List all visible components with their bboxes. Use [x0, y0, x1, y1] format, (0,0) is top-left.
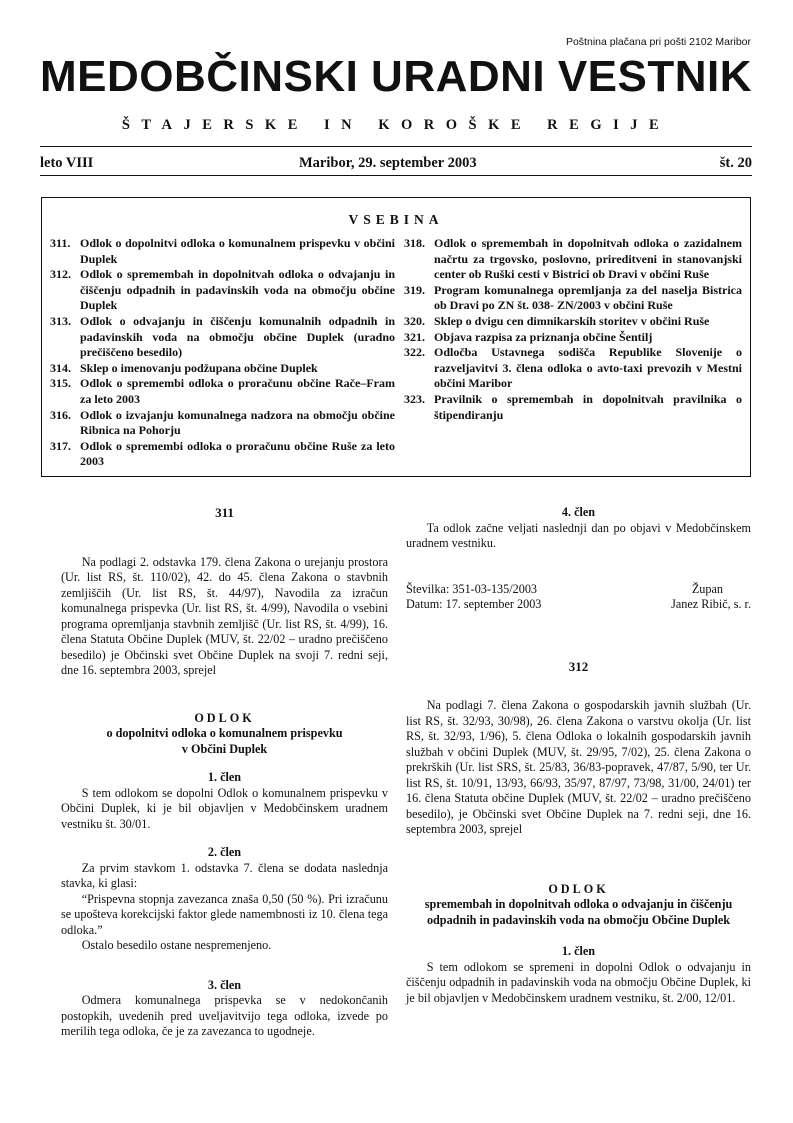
- document-number: Številka: 351-03-135/2003: [406, 581, 538, 596]
- table-of-contents: [41, 197, 751, 477]
- preamble: Na podlagi 7. člena Zakona o gospodarskih javnih službah (Ur. list RS, št. 32/93, 30/98), 26. člena Zakona o varstvu okolja (Ur. list RS, št. 32/93, 1/96), 5. člena Odloka o lokalnih gospodarskih javnih službah v občini Duplek (MUV, št. 29/95, 7/02), 25. člena Zakona o prekrških (Ur. list SRS, št. 25/83, 36/83-popravek, 47/87, 5/90, ter Ur. list RS, št. 10/91, 13/93, 66/93, 35/97, 87/97, 73/98, 31/00, 24/01) ter 16. člena Statuta občine Duplek (MUV, št. 22/02 – uradno prečiščeno besedilo), je Občinski svet Občine Duplek na 7. redni seji, dne 16. septembra 2003, sprejel: [406, 698, 751, 836]
- preamble: Na podlagi 2. odstavka 179. člena Zakona o urejanju prostora (Ur. list RS, št. 110/02), 42. do 45. člena Zakona o stavbnih zemljiščih (Ur. list RS, št. 44/97), Navodila za izračun komunalnega prispevka (Ur. list RS, št. 4/99), Navodila o vsebini programa opremljanja stavbnih zemljišč (Ur. list RS, št. 4/99), 16. člena Statuta Občine Duplek (MUV, št. 22/02 – uradno prečiščeno besedilo) je Občinski svet Občine Duplek na svoji 7. redni seji, dne 16. septembra 2003, sprejel: [61, 554, 388, 677]
- odlok-heading: ODLOK: [548, 881, 609, 896]
- toc-item-number: 316.: [50, 407, 71, 422]
- toc-item: [404, 236, 742, 283]
- toc-item: [50, 376, 395, 407]
- article-312-column: [406, 505, 751, 1006]
- issue-number: št. 20: [719, 155, 752, 171]
- postage-note: Poštnina plačana pri pošti 2102 Maribor: [565, 36, 751, 48]
- clen-3-title: 3. člen: [207, 977, 242, 992]
- toc-item: [50, 236, 395, 267]
- toc-item-text: Objava razpisa za priznanja občine Šentilj: [434, 329, 653, 344]
- mayor-title: Župan: [691, 581, 723, 596]
- odlok-heading: ODLOK: [194, 710, 255, 725]
- toc-item-text: Pravilnik o spremembah in dopolnitvah pravilnika o štipendiranju: [434, 391, 742, 422]
- signature-row-2: [406, 597, 751, 613]
- toc-item-text: Odlok o spremembah in dopolnitvah odloka o zazidalnem načrtu za trgovsko, poslovno, prireditveni in stanovanjski center ob Ruški cesti v Bistrici ob Dravi v občini Ruše: [434, 236, 742, 282]
- toc-item-text: Odlok o spremembi odloka o proračunu občine Ruše za leto 2003: [80, 438, 395, 469]
- article-number: 311: [215, 505, 234, 520]
- toc-item: [50, 408, 395, 439]
- odlok-subtitle-2: odpadnih in padavinskih voda na območju Občine Duplek: [426, 912, 731, 927]
- clen-2-text-2: “Prispevna stopnja zavezanca znaša 0,50 (50 %). Pri izračunu se upošteva korekcijski faktor glede namembnosti iz 10. člena tega odloka.”: [61, 891, 388, 937]
- clen-1-text: S tem odlokom se dopolni Odlok o komunalnem prispevku v Občini Duplek, ki je bil objavljen v Medobčinskem uradnem vestniku št. 30/01.: [61, 785, 388, 831]
- article-311-column: [61, 505, 388, 1040]
- toc-item-number: 320.: [404, 313, 425, 328]
- header-rule-top: [40, 146, 752, 147]
- masthead-subtitle: ŠTAJERSKE IN KOROŠKE REGIJE: [121, 117, 671, 133]
- odlok-subtitle-1: spremembah in dopolnitvah odloka o odvajanju in čiščenju: [424, 897, 733, 911]
- toc-column-right: [404, 236, 742, 423]
- clen-1-text: S tem odlokom se spremeni in dopolni Odlok o odvajanju in čiščenju odpadnih in padavinskih voda na območju Občine Duplek, ki je bil objavljen v Medobčinskem uradnem vestniku, št. 2/00, 12/01.: [406, 959, 751, 1005]
- header-rule-bottom: [40, 175, 752, 176]
- toc-item: [50, 314, 395, 361]
- toc-item-number: 314.: [50, 360, 71, 375]
- toc-item-text: Odločba Ustavnega sodišča Republike Slovenije o razveljavitvi 3. člena odloka o avto-taxi prevozih v Mestni občini Maribor: [434, 345, 742, 391]
- toc-title: VSEBINA: [348, 212, 444, 227]
- toc-item-text: Odlok o spremembah in dopolnitvah odloka o odvajanju in čiščenju odpadnih in padavinskih voda na območju občine Duplek: [80, 267, 395, 313]
- clen-3-text: Odmera komunalnega prispevka se v nedokončanih postopkih, uvedenih pred uveljavitvijo tega odloka, izvede po merilih tega odloka, če je za zavezanca to ugodneje.: [61, 993, 388, 1038]
- toc-item-text: Program komunalnega opremljanja za del naselja Bistrica ob Dravi po ZN št. 038- ZN/2003 v občini Ruše: [434, 282, 742, 313]
- mayor-name: Janez Ribič, s. r.: [671, 597, 751, 611]
- toc-item-text: Odlok o spremembi odloka o proračunu občine Rače–Fram za leto 2003: [80, 376, 395, 406]
- toc-item-text: Odlok o odvajanju in čiščenju komunalnih odpadnih in padavinskih voda na območju občine Duplek (uradno prečiščeno besedilo): [80, 313, 395, 360]
- odlok-subtitle-2: v Občini Duplek: [181, 741, 268, 756]
- clen-2-text-3: Ostalo besedilo ostane nespremenjeno.: [81, 938, 272, 952]
- toc-item: [50, 267, 395, 314]
- toc-item-number: 321.: [404, 329, 425, 344]
- document-date: Datum: 17. september 2003: [406, 597, 542, 611]
- toc-item-number: 311.: [50, 236, 71, 250]
- masthead-title: MEDOBČINSKI URADNI VESTNIK: [40, 52, 752, 101]
- toc-item: [404, 283, 742, 314]
- toc-item: [404, 330, 742, 346]
- issue-date: Maribor, 29. september 2003: [299, 155, 477, 171]
- toc-item-number: 317.: [50, 438, 71, 453]
- clen-4-text: Ta odlok začne veljati naslednji dan po objavi v Medobčinskem uradnem vestniku.: [406, 520, 751, 550]
- clen-2-title: 2. člen: [207, 845, 242, 859]
- toc-item: [50, 361, 395, 377]
- toc-item: [404, 345, 742, 392]
- toc-item-number: 313.: [50, 313, 71, 328]
- clen-1-title: 1. člen: [561, 944, 596, 958]
- toc-item-text: Sklep o imenovanju podžupana občine Duplek: [80, 360, 318, 375]
- odlok-subtitle-1: o dopolnitvi odloka o komunalnem prispevku: [106, 726, 343, 740]
- article-number: 312: [568, 658, 589, 674]
- volume-year: leto VIII: [40, 155, 94, 171]
- toc-item: [404, 314, 742, 330]
- toc-item-number: 319.: [404, 282, 425, 297]
- toc-item-number: 312.: [50, 267, 71, 282]
- toc-item-number: 318.: [404, 236, 425, 250]
- clen-4-title: 4. člen: [561, 505, 596, 519]
- signature-row-1: [406, 582, 751, 598]
- toc-item-number: 322.: [404, 345, 425, 360]
- toc-item-number: 323.: [404, 391, 425, 406]
- clen-1-title: 1. člen: [207, 770, 242, 784]
- toc-item-text: Odlok o izvajanju komunalnega nadzora na območju občine Ribnica na Pohorju: [80, 407, 395, 438]
- toc-item-number: 315.: [50, 376, 71, 391]
- toc-column-left: [50, 236, 395, 470]
- toc-item-text: Odlok o dopolnitvi odloka o komunalnem prispevku v občini Duplek: [80, 236, 395, 266]
- toc-item-text: Sklep o dvigu cen dimnikarskih storitev v občini Ruše: [434, 313, 710, 328]
- toc-item: [404, 392, 742, 423]
- clen-2-text-1: Za prvim stavkom 1. odstavka 7. člena se dodata naslednja stavka, ki glasi:: [61, 860, 388, 890]
- toc-item: [50, 439, 395, 470]
